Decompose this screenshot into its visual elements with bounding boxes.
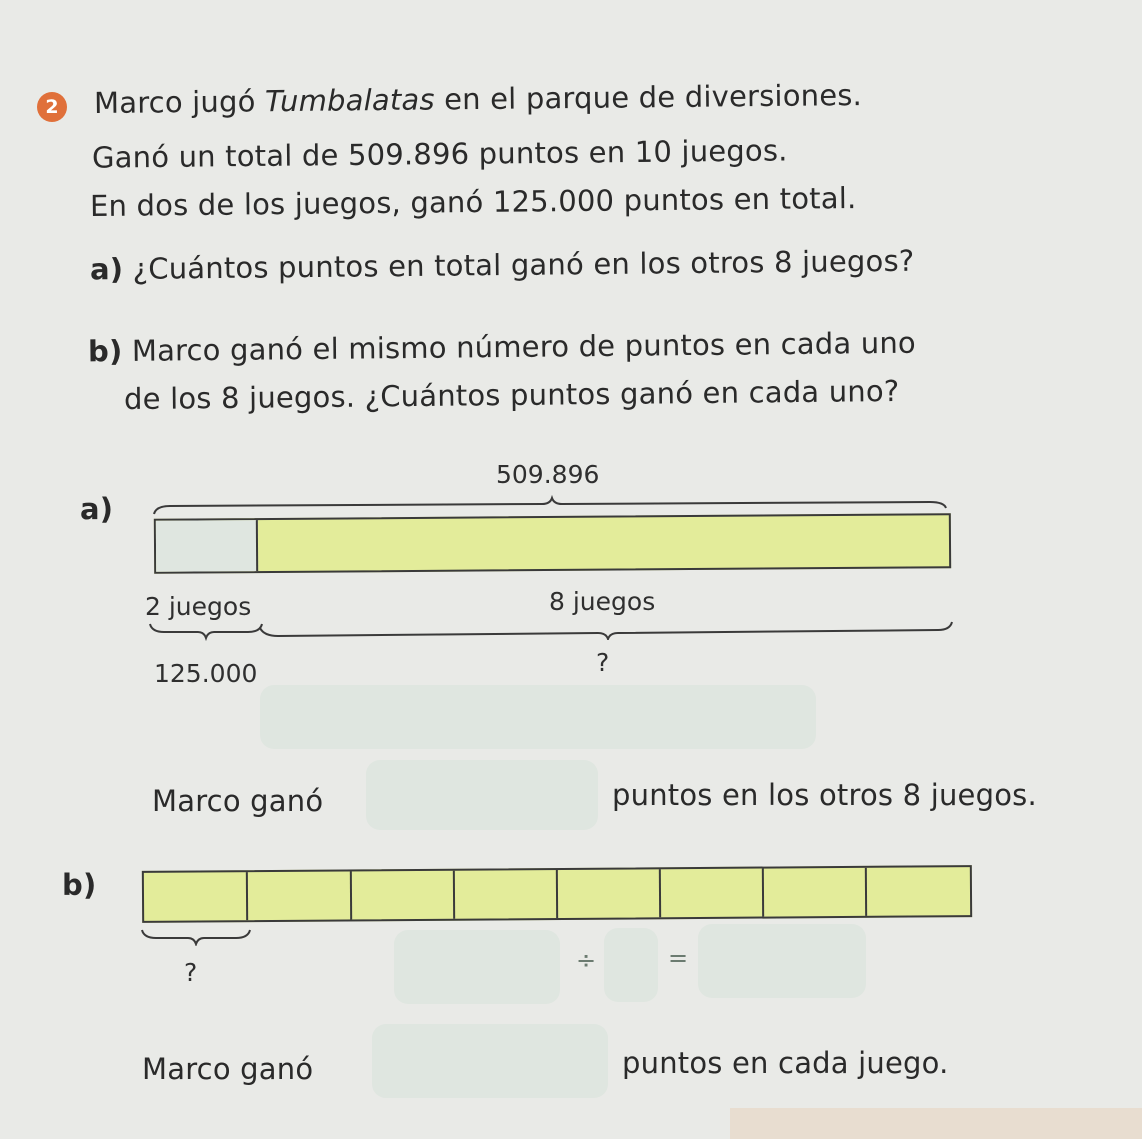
bottom-strip xyxy=(730,1108,1142,1139)
right-segment-label: 8 juegos xyxy=(549,587,656,616)
problem-number-badge xyxy=(37,92,67,122)
part-b-answer-box[interactable] xyxy=(372,1024,608,1098)
left-brace xyxy=(148,620,268,642)
part-a-sentence-pre: Marco ganó xyxy=(152,784,324,818)
segment-unknown: ? xyxy=(184,958,198,987)
game-name: Tumbalatas xyxy=(264,82,435,119)
part-b-sentence-post: puntos en cada juego. xyxy=(622,1046,949,1080)
bar-segment xyxy=(764,868,867,917)
question-a-letter: a) xyxy=(89,251,124,287)
problem-line-3: En dos de los juegos, ganó 125.000 puntos en total. xyxy=(89,180,857,224)
question-a xyxy=(90,244,915,287)
part-a-sentence-post: puntos en los otros 8 juegos. xyxy=(612,778,1037,812)
right-brace xyxy=(258,614,958,640)
bar-segment xyxy=(661,869,764,918)
bar-segment xyxy=(352,871,455,920)
dividend-box[interactable] xyxy=(394,930,560,1004)
part-a-bar xyxy=(154,513,951,574)
part-b-sentence-pre: Marco ganó xyxy=(142,1052,314,1086)
question-b-line-1 xyxy=(88,326,916,369)
bar-segment xyxy=(455,870,558,919)
problem-line-2: Ganó un total de 509.896 puntos en 10 juegos. xyxy=(91,133,788,175)
question-b-text-1: Marco ganó el mismo número de puntos en cada uno xyxy=(131,325,917,368)
segment-brace xyxy=(140,924,256,946)
part-a-work-box[interactable] xyxy=(260,685,816,749)
right-value: ? xyxy=(596,648,610,677)
divisor-box[interactable] xyxy=(604,928,658,1002)
part-b-letter: b) xyxy=(62,868,97,902)
part-a-answer-box[interactable] xyxy=(366,760,598,830)
divide-sign: ÷ xyxy=(576,946,597,974)
equals-sign: = xyxy=(668,944,689,972)
left-value: 125.000 xyxy=(154,659,258,688)
question-b-line-2: de los 8 juegos. ¿Cuántos puntos ganó en cada uno? xyxy=(123,373,900,417)
left-segment-label: 2 juegos xyxy=(145,592,252,621)
total-label: 509.896 xyxy=(496,460,600,489)
problem-number: 2 xyxy=(45,96,59,118)
problem-line-1: Marco jugó Tumbalatas en el parque de diversiones. xyxy=(93,77,863,121)
part-b-bar xyxy=(142,865,972,923)
bar-segment xyxy=(144,872,248,921)
known-segment xyxy=(156,520,258,572)
bar-segment xyxy=(558,869,661,918)
quotient-box[interactable] xyxy=(698,924,866,998)
part-a-letter: a) xyxy=(80,492,114,526)
bar-segment xyxy=(867,867,970,916)
question-a-text: ¿Cuántos puntos en total ganó en los otros 8 juegos? xyxy=(132,243,915,286)
question-b-letter: b) xyxy=(87,333,123,369)
bar-segment xyxy=(248,871,352,920)
